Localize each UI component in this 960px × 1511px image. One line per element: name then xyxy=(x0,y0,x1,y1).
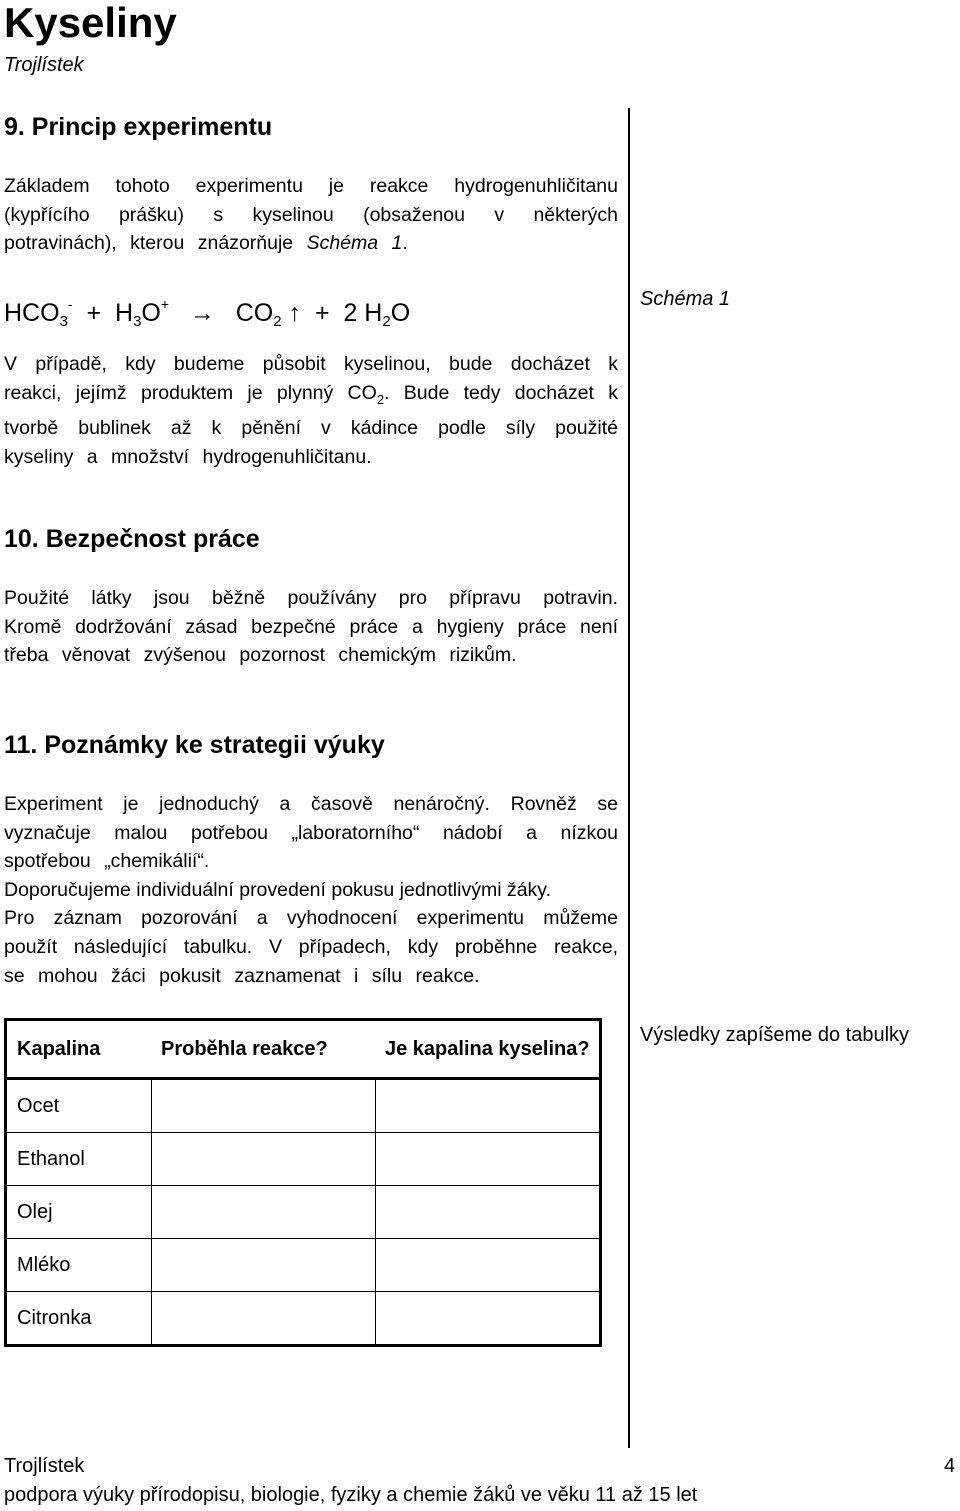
table-cell-empty[interactable] xyxy=(151,1133,375,1186)
schema-label: Schéma 1 xyxy=(640,288,731,310)
section-11-text xyxy=(4,790,618,990)
reaction-arrow-icon: → xyxy=(189,299,215,327)
table-cell-empty[interactable] xyxy=(375,1239,601,1292)
table-cell-empty[interactable] xyxy=(151,1079,375,1133)
section-11-p3: Pro záznam pozorování a vyhodnocení experimentu můžeme použít následující tabulku. V případech, kdy proběhne reakce, se mohou žáci pokusit zaznamenat i sílu reakce. xyxy=(4,907,618,987)
page-subtitle: Trojlístek xyxy=(4,54,84,76)
table-note: Výsledky zapíšeme do tabulky xyxy=(640,1024,910,1046)
table-cell-empty[interactable] xyxy=(375,1292,601,1346)
gas-up-arrow-icon: ↑ xyxy=(288,299,302,327)
schema-reference: Schéma 1 xyxy=(306,232,403,255)
footer-brand: Trojlístek xyxy=(4,1455,85,1477)
table-cell-liquid: Mléko xyxy=(6,1239,152,1292)
results-table xyxy=(4,1018,602,1347)
table-header-liquid: Kapalina xyxy=(17,1037,101,1060)
section-9-heading: 9. Princip experimentu xyxy=(4,113,273,141)
table-cell-empty[interactable] xyxy=(151,1186,375,1239)
table-cell-liquid: Olej xyxy=(6,1186,152,1239)
table-header-reaction: Proběhla reakce? xyxy=(161,1037,328,1060)
table-row xyxy=(6,1239,601,1292)
section-11-p2: Doporučujeme individuální provedení pokusu jednotlivými žáky. xyxy=(4,878,552,901)
table-cell-empty[interactable] xyxy=(151,1292,375,1346)
table-cell-empty[interactable] xyxy=(375,1079,601,1133)
table-cell-empty[interactable] xyxy=(375,1133,601,1186)
reaction-equation: $HCO_3^- + H_3O^+$ → $CO_2$ ↑ + 2 $H_2O$ xyxy=(4,296,411,330)
column-divider xyxy=(628,108,630,1448)
section-10-heading: 10. Bezpečnost práce xyxy=(4,525,260,553)
footer-tagline: podpora výuky přírodopisu, biologie, fyziky a chemie žáků ve věku 11 až 15 let xyxy=(4,1484,698,1506)
table-header-acid: Je kapalina kyselina? xyxy=(385,1037,590,1060)
section-9-paragraph-2: V případě, kdy budeme působit kyselinou, bude docházet k reakci, jejímž produktem je plynný $CO_2$. Bude tedy docházet k tvorbě bublinek až k pěnění v kádince podle síly použité kyseliny a množství hydrogenuhličitanu. xyxy=(4,353,618,468)
page-title: Kyseliny xyxy=(4,0,177,46)
table-cell-liquid: Ethanol xyxy=(6,1133,152,1186)
table-row xyxy=(6,1133,601,1186)
section-9-intro: Základem tohoto experimentu je reakce hydrogenuhličitanu (kypřícího prášku) s kyselinou (obsaženou v některých potravinách), kterou znázorňuje Schéma 1. xyxy=(4,175,618,255)
table-cell-liquid: Ocet xyxy=(6,1079,152,1133)
table-header-row xyxy=(6,1020,601,1079)
table-cell-empty[interactable] xyxy=(151,1239,375,1292)
table-row xyxy=(6,1186,601,1239)
page-number: 4 xyxy=(944,1455,956,1477)
table-cell-liquid: Citronka xyxy=(6,1292,152,1346)
table-row xyxy=(6,1079,601,1133)
table-row xyxy=(6,1292,601,1346)
section-11-p1: Experiment je jednoduchý a časově nenáročný. Rovněž se vyznačuje malou potřebou „laboratorního“ nádobí a nízkou spotřebou „chemikálií“. xyxy=(4,793,618,873)
section-11-heading: 11. Poznámky ke strategii výuky xyxy=(4,731,385,759)
section-10-text: Použité látky jsou běžně používány pro přípravu potravin. Kromě dodržování zásad bezpečné práce a hygieny práce není třeba věnovat zvýšenou pozornost chemickým rizikům. xyxy=(4,587,618,667)
table-cell-empty[interactable] xyxy=(375,1186,601,1239)
